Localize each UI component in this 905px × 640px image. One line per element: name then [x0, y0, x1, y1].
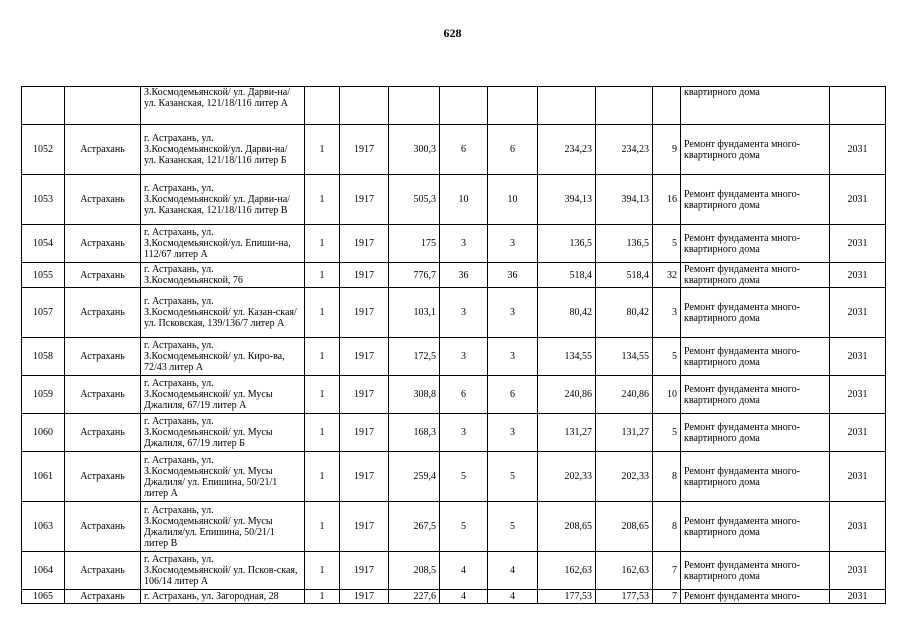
value-cell-11: 32 [653, 263, 681, 288]
count-cell: 1 [305, 263, 340, 288]
row-number-cell: 1053 [22, 175, 65, 225]
address-cell: г. Астрахань, ул. З.Космодемьянской, 76 [141, 263, 305, 288]
address-cell: г. Астрахань, ул. З.Космодемьянской/ ул. Мусы Джалиля/ул. Епишина, 50/21/1 литер В [141, 502, 305, 552]
address-cell: г. Астрахань, ул. З.Космодемьянской/ ул. Мусы Джалиля, 67/19 литер А [141, 376, 305, 414]
value-cell-8: 3 [488, 338, 538, 376]
table-row [22, 376, 886, 414]
address-cell: г. Астрахань, ул. З.Космодемьянской/ ул. Псков-ская, 106/14 литер А [141, 552, 305, 590]
work-type-cell: Ремонт фундамента много-квартирного дома [681, 263, 830, 288]
address-cell: г. Астрахань, ул. Загородная, 28 [141, 590, 305, 604]
table-row [22, 338, 886, 376]
count-cell: 1 [305, 125, 340, 175]
count-cell: 1 [305, 590, 340, 604]
count-cell [305, 87, 340, 125]
work-type-cell: Ремонт фундамента много- [681, 590, 830, 604]
city-cell: Астрахань [65, 376, 141, 414]
value-cell-11: 10 [653, 376, 681, 414]
city-cell: Астрахань [65, 288, 141, 338]
address-cell: г. Астрахань, ул. З.Космодемьянской/ ул. Дарви-на/ ул. Казанская, 121/18/116 литер В [141, 175, 305, 225]
table-row [22, 125, 886, 175]
planned-year-cell: 2031 [830, 263, 886, 288]
planned-year-cell: 2031 [830, 376, 886, 414]
amount-cell-1: 394,13 [538, 175, 596, 225]
area-cell: 103,1 [389, 288, 440, 338]
work-type-cell: Ремонт фундамента много-квартирного дома [681, 376, 830, 414]
value-cell-8 [488, 87, 538, 125]
table-body [22, 87, 886, 604]
work-type-cell: Ремонт фундамента много-квартирного дома [681, 338, 830, 376]
amount-cell-1: 134,55 [538, 338, 596, 376]
area-cell: 227,6 [389, 590, 440, 604]
planned-year-cell: 2031 [830, 175, 886, 225]
count-cell: 1 [305, 376, 340, 414]
table-row [22, 590, 886, 604]
amount-cell-2: 240,86 [596, 376, 653, 414]
work-type-cell: Ремонт фундамента много-квартирного дома [681, 452, 830, 502]
work-type-cell: Ремонт фундамента много-квартирного дома [681, 552, 830, 590]
value-cell-7: 3 [440, 338, 488, 376]
year-cell: 1917 [340, 225, 389, 263]
year-cell: 1917 [340, 263, 389, 288]
value-cell-8: 3 [488, 225, 538, 263]
city-cell: Астрахань [65, 225, 141, 263]
table-row [22, 502, 886, 552]
value-cell-11: 7 [653, 552, 681, 590]
amount-cell-2: 394,13 [596, 175, 653, 225]
year-cell: 1917 [340, 338, 389, 376]
count-cell: 1 [305, 502, 340, 552]
planned-year-cell: 2031 [830, 338, 886, 376]
year-cell: 1917 [340, 175, 389, 225]
count-cell: 1 [305, 175, 340, 225]
work-type-cell: Ремонт фундамента много-квартирного дома [681, 288, 830, 338]
table-row [22, 87, 886, 125]
area-cell: 505,3 [389, 175, 440, 225]
city-cell: Астрахань [65, 590, 141, 604]
amount-cell-2: 234,23 [596, 125, 653, 175]
planned-year-cell: 2031 [830, 125, 886, 175]
amount-cell-1: 202,33 [538, 452, 596, 502]
count-cell: 1 [305, 452, 340, 502]
address-cell: г. Астрахань, ул. З.Космодемьянской/ ул. Казан-ская/ ул. Псковская, 139/136/7 литер А [141, 288, 305, 338]
value-cell-7: 6 [440, 376, 488, 414]
row-number-cell: 1065 [22, 590, 65, 604]
row-number-cell: 1059 [22, 376, 65, 414]
amount-cell-2: 202,33 [596, 452, 653, 502]
amount-cell-1 [538, 87, 596, 125]
work-type-cell: квартирного дома [681, 87, 830, 125]
area-cell: 776,7 [389, 263, 440, 288]
area-cell: 259,4 [389, 452, 440, 502]
value-cell-8: 6 [488, 376, 538, 414]
value-cell-7: 3 [440, 288, 488, 338]
work-type-cell: Ремонт фундамента много-квартирного дома [681, 125, 830, 175]
work-type-cell: Ремонт фундамента много-квартирного дома [681, 175, 830, 225]
city-cell: Астрахань [65, 175, 141, 225]
row-number-cell [22, 87, 65, 125]
count-cell: 1 [305, 552, 340, 590]
address-cell: г. Астрахань, ул. З.Космодемьянской/ ул. Мусы Джалиля, 67/19 литер Б [141, 414, 305, 452]
value-cell-7: 3 [440, 414, 488, 452]
amount-cell-1: 518,4 [538, 263, 596, 288]
row-number-cell: 1058 [22, 338, 65, 376]
value-cell-11: 8 [653, 452, 681, 502]
address-cell: г. Астрахань, ул. З.Космодемьянской/ ул. Мусы Джалиля/ ул. Епишина, 50/21/1 литер А [141, 452, 305, 502]
area-cell: 208,5 [389, 552, 440, 590]
row-number-cell: 1055 [22, 263, 65, 288]
address-cell: г. Астрахань, ул. З.Космодемьянской/ул. Епиши-на, 112/67 литер А [141, 225, 305, 263]
year-cell: 1917 [340, 452, 389, 502]
value-cell-11: 3 [653, 288, 681, 338]
amount-cell-1: 136,5 [538, 225, 596, 263]
year-cell: 1917 [340, 590, 389, 604]
amount-cell-1: 234,23 [538, 125, 596, 175]
work-type-cell: Ремонт фундамента много-квартирного дома [681, 414, 830, 452]
area-cell: 267,5 [389, 502, 440, 552]
year-cell: 1917 [340, 552, 389, 590]
table-row [22, 414, 886, 452]
address-cell: З.Космодемьянской/ ул. Дарви-на/ул. Казанская, 121/18/116 литер А [141, 87, 305, 125]
row-number-cell: 1064 [22, 552, 65, 590]
amount-cell-2: 177,53 [596, 590, 653, 604]
table-row [22, 288, 886, 338]
count-cell: 1 [305, 338, 340, 376]
row-number-cell: 1061 [22, 452, 65, 502]
row-number-cell: 1054 [22, 225, 65, 263]
row-number-cell: 1063 [22, 502, 65, 552]
value-cell-7: 3 [440, 225, 488, 263]
value-cell-8: 4 [488, 590, 538, 604]
row-number-cell: 1060 [22, 414, 65, 452]
value-cell-11 [653, 87, 681, 125]
city-cell: Астрахань [65, 452, 141, 502]
amount-cell-2: 134,55 [596, 338, 653, 376]
city-cell: Астрахань [65, 502, 141, 552]
row-number-cell: 1057 [22, 288, 65, 338]
year-cell: 1917 [340, 376, 389, 414]
city-cell [65, 87, 141, 125]
amount-cell-2: 518,4 [596, 263, 653, 288]
table-row [22, 263, 886, 288]
amount-cell-1: 208,65 [538, 502, 596, 552]
amount-cell-1: 177,53 [538, 590, 596, 604]
value-cell-11: 16 [653, 175, 681, 225]
value-cell-8: 4 [488, 552, 538, 590]
page-number: 628 [443, 26, 462, 40]
table-row [22, 225, 886, 263]
value-cell-8: 10 [488, 175, 538, 225]
count-cell: 1 [305, 288, 340, 338]
work-type-cell: Ремонт фундамента много-квартирного дома [681, 225, 830, 263]
planned-year-cell: 2031 [830, 590, 886, 604]
area-cell: 168,3 [389, 414, 440, 452]
amount-cell-2: 208,65 [596, 502, 653, 552]
housing-registry-table [21, 86, 886, 604]
count-cell: 1 [305, 225, 340, 263]
city-cell: Астрахань [65, 338, 141, 376]
planned-year-cell: 2031 [830, 414, 886, 452]
table-row [22, 552, 886, 590]
amount-cell-2: 136,5 [596, 225, 653, 263]
area-cell: 308,8 [389, 376, 440, 414]
value-cell-7: 5 [440, 502, 488, 552]
year-cell [340, 87, 389, 125]
area-cell: 300,3 [389, 125, 440, 175]
amount-cell-1: 131,27 [538, 414, 596, 452]
value-cell-11: 7 [653, 590, 681, 604]
amount-cell-1: 240,86 [538, 376, 596, 414]
work-type-cell: Ремонт фундамента много-квартирного дома [681, 502, 830, 552]
year-cell: 1917 [340, 502, 389, 552]
amount-cell-2: 131,27 [596, 414, 653, 452]
amount-cell-2: 80,42 [596, 288, 653, 338]
amount-cell-1: 80,42 [538, 288, 596, 338]
planned-year-cell [830, 87, 886, 125]
value-cell-7: 10 [440, 175, 488, 225]
row-number-cell: 1052 [22, 125, 65, 175]
city-cell: Астрахань [65, 125, 141, 175]
value-cell-7: 36 [440, 263, 488, 288]
amount-cell-1: 162,63 [538, 552, 596, 590]
value-cell-7 [440, 87, 488, 125]
value-cell-11: 5 [653, 414, 681, 452]
value-cell-11: 5 [653, 225, 681, 263]
address-cell: г. Астрахань, ул. З.Космодемьянской/ул. Дарви-на/ ул. Казанская, 121/18/116 литер Б [141, 125, 305, 175]
planned-year-cell: 2031 [830, 452, 886, 502]
value-cell-8: 5 [488, 502, 538, 552]
value-cell-7: 4 [440, 552, 488, 590]
value-cell-11: 5 [653, 338, 681, 376]
value-cell-8: 36 [488, 263, 538, 288]
year-cell: 1917 [340, 288, 389, 338]
value-cell-8: 6 [488, 125, 538, 175]
amount-cell-2 [596, 87, 653, 125]
address-cell: г. Астрахань, ул. З.Космодемьянской/ ул. Киро-ва, 72/43 литер А [141, 338, 305, 376]
city-cell: Астрахань [65, 414, 141, 452]
value-cell-8: 3 [488, 288, 538, 338]
year-cell: 1917 [340, 414, 389, 452]
planned-year-cell: 2031 [830, 225, 886, 263]
area-cell [389, 87, 440, 125]
city-cell: Астрахань [65, 263, 141, 288]
area-cell: 172,5 [389, 338, 440, 376]
planned-year-cell: 2031 [830, 502, 886, 552]
planned-year-cell: 2031 [830, 288, 886, 338]
value-cell-11: 9 [653, 125, 681, 175]
value-cell-8: 5 [488, 452, 538, 502]
value-cell-8: 3 [488, 414, 538, 452]
value-cell-7: 4 [440, 590, 488, 604]
city-cell: Астрахань [65, 552, 141, 590]
value-cell-7: 6 [440, 125, 488, 175]
planned-year-cell: 2031 [830, 552, 886, 590]
count-cell: 1 [305, 414, 340, 452]
table-row [22, 175, 886, 225]
value-cell-7: 5 [440, 452, 488, 502]
area-cell: 175 [389, 225, 440, 263]
table-row [22, 452, 886, 502]
year-cell: 1917 [340, 125, 389, 175]
value-cell-11: 8 [653, 502, 681, 552]
amount-cell-2: 162,63 [596, 552, 653, 590]
